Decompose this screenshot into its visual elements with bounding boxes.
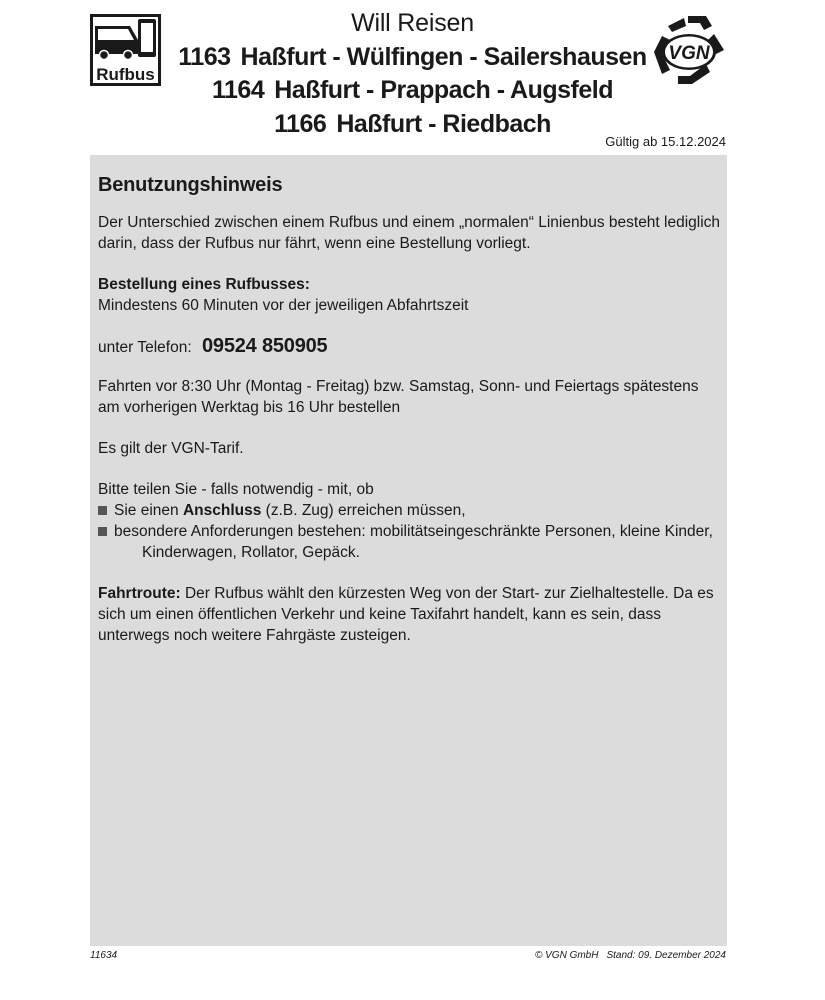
stand-date: Stand: 09. Dezember 2024: [606, 950, 726, 961]
bullet1-bold: Anschluss: [182, 502, 262, 519]
route-paragraph: [98, 583, 723, 646]
list-item: [98, 521, 723, 563]
bullet-square-icon: [98, 506, 107, 515]
phone-row: [98, 336, 723, 358]
footer-credits: [535, 950, 726, 961]
route-number: 1164: [211, 76, 265, 104]
early-trips-text: Fahrten vor 8:30 Uhr (Montag - Freitag) bzw. Samstag, Sonn- und Feiertags spätestens am vorherigen Werktag bis 16 Uhr bestellen: [98, 378, 699, 416]
route-name: Haßfurt - Prappach - Augsfeld: [274, 76, 613, 104]
inform-intro: Bitte teilen Sie - falls notwendig - mit, ob: [98, 481, 374, 498]
route-text: Der Rufbus wählt den kürzesten Weg von der Start- zur Zielhaltestelle. Da es sich um einen öffentlichen Verkehr und keine Taxifahrt handelt, kann es sein, dass unterwegs noch weitere Fahrgäste zusteigen.: [98, 585, 714, 644]
route-title: [0, 76, 825, 105]
phone-number: 09524 850905: [201, 335, 328, 357]
route-number: 1163: [178, 43, 231, 71]
bullet2-line1: besondere Anforderungen bestehen: mobilitätseingeschränkte Personen, kleine Kinder,: [114, 523, 713, 540]
rufbus-logo-text: Rufbus: [96, 65, 155, 84]
operator-name: Will Reisen: [351, 9, 474, 37]
route-label: Fahrtroute:: [98, 585, 181, 602]
bullet1-pre: Sie einen: [114, 502, 179, 519]
valid-from: Gültig ab 15.12.2024: [605, 134, 726, 149]
route-name: Haßfurt - Wülfingen - Sailershausen: [240, 43, 647, 71]
bullet2-line2: Kinderwagen, Rollator, Gepäck.: [142, 544, 360, 561]
notice-heading: Benutzungshinweis: [98, 174, 283, 196]
order-title: Bestellung eines Rufbusses:: [98, 276, 310, 293]
route-name: Haßfurt - Riedbach: [336, 110, 551, 138]
bullet1-post: (z.B. Zug) erreichen müssen,: [265, 502, 466, 519]
intro-text: Der Unterschied zwischen einem Rufbus und einem „normalen“ Linienbus besteht lediglich darin, dass der Rufbus nur fährt, wenn eine Bestellung vorliegt.: [98, 214, 721, 252]
phone-label: unter Telefon:: [98, 339, 192, 356]
requirements-list: [98, 500, 723, 563]
list-item: [98, 500, 723, 521]
route-title: [0, 43, 825, 72]
tariff-text: Es gilt der VGN-Tarif.: [98, 440, 244, 457]
copyright: © VGN GmbH: [534, 950, 599, 961]
route-number: 1166: [274, 110, 327, 138]
vgn-logo-text: VGN: [668, 43, 710, 64]
order-text: Mindestens 60 Minuten vor der jeweiligen Abfahrtszeit: [98, 297, 469, 314]
document-id: 11634: [90, 950, 118, 961]
bullet-square-icon: [98, 527, 107, 536]
notice-content: [98, 172, 723, 666]
